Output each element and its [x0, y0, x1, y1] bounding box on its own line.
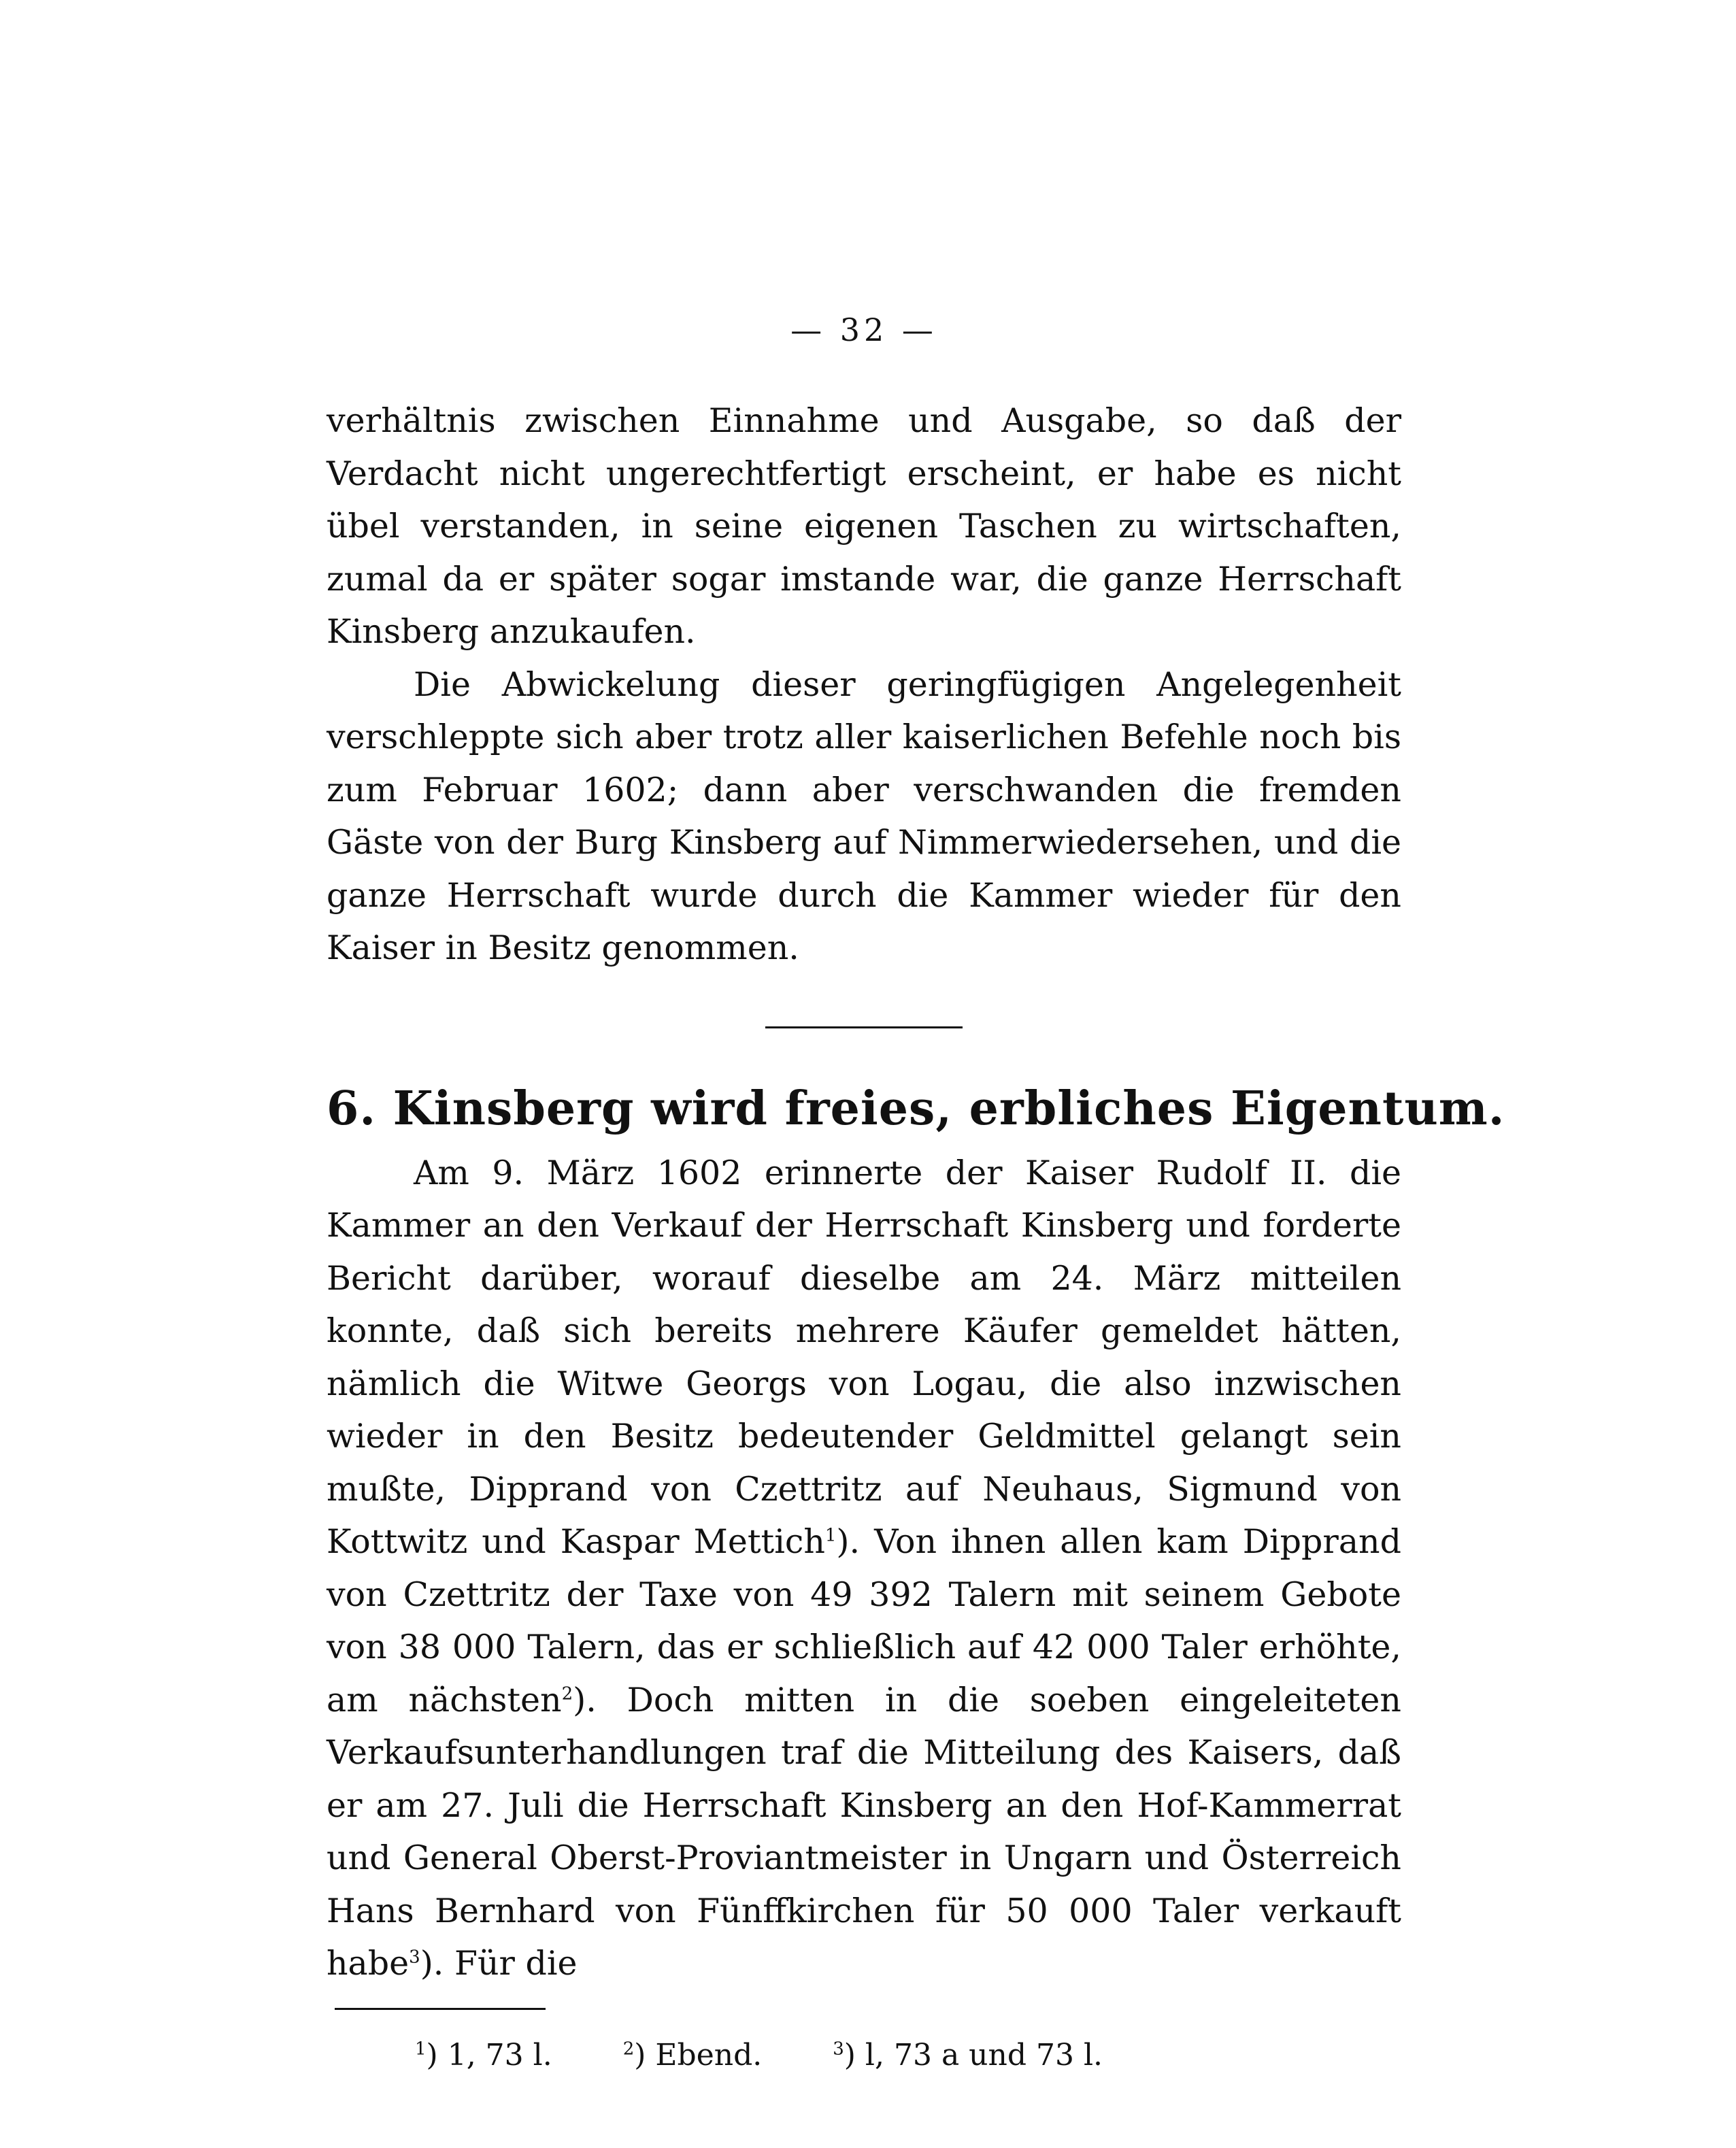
- footnote-text-1: ) 1, 73 l.: [426, 2037, 552, 2073]
- footnote-1: [415, 2032, 552, 2079]
- footnote-ref-2: 2: [561, 1683, 573, 1705]
- page-number: — 32 —: [790, 312, 937, 348]
- footnote-ref-3: 3: [409, 1947, 420, 1968]
- document-page: [327, 299, 1505, 2095]
- footnote-mark-2: 2: [622, 2038, 635, 2059]
- footnote-rule: [335, 2008, 546, 2010]
- paragraph-abwickelung: Die Abwickelung dieser geringfügigen Angelegenheit verschleppte sich aber trotz aller kaiserlichen Befehle noch bis zum Februar 1602; dann aber verschwanden die fremden Gäste von der Burg Kinsberg auf Nimmerwiedersehen, und die ganze Herrschaft wurde durch die Kammer wieder für den Kaiser in Besitz genommen.: [327, 665, 1401, 967]
- footnote-3: [833, 2032, 1103, 2079]
- body-text-part-2: ). Von ihnen allen kam Dipprand von Czettritz der Taxe von 49 392 Talern mit seinem Gebote von 38 000 Talern, das er schließlich auf 42 000 Taler erhöhte, am nächsten: [327, 1522, 1401, 1719]
- section-heading: 6. Kinsberg wird freies, erbliches Eigentum.: [327, 1081, 1505, 1136]
- footnote-mark-3: 3: [833, 2038, 844, 2059]
- body-text-part-1: Am 9. März 1602 erinnerte der Kaiser Rudolf II. die Kammer an den Verkauf der Herrschaft Kinsberg und forderte Bericht darüber, worauf dieselbe am 24. März mitteilen konnte, daß sich bereits mehrere Käufer gemeldet hätten, nämlich die Witwe Georgs von Logau, die also inzwischen wieder in den Besitz bedeutender Geldmittel gelangt sein mußte, Dipprand von Czettritz auf Neuhaus, Sigmund von Kottwitz und Kaspar Mettich: [327, 1153, 1401, 1561]
- section-body-paragraph: [327, 1147, 1401, 1990]
- paragraph-continuation: verhältnis zwischen Einnahme und Ausgabe, so daß der Verdacht nicht ungerechtfertigt erscheint, er habe es nicht übel verstanden, in seine eigenen Taschen zu wirtschaften, zumal da er später sogar imstande war, die ganze Herrschaft Kinsberg anzukaufen.: [327, 401, 1401, 651]
- footnote-ref-1: 1: [824, 1525, 837, 1546]
- section-separator: [765, 1026, 963, 1028]
- footnote-text-3: ) l, 73 a und 73 l.: [844, 2037, 1103, 2073]
- footnote-2: [623, 2032, 763, 2079]
- footnote-text-2: ) Ebend.: [634, 2037, 763, 2073]
- footnote-mark-1: 1: [415, 2038, 427, 2059]
- body-text-part-3: ). Doch mitten in die soeben eingeleiteten Verkaufsunterhandlungen traf die Mitteilung des Kaisers, daß er am 27. Juli die Herrschaft Kinsberg an den Hof-Kammerrat und General Oberst-Proviantmeister in Ungarn und Österreich Hans Bernhard von Fünffkirchen für 50 000 Taler verkauft habe: [327, 1680, 1401, 1983]
- footnotes: [327, 2032, 1401, 2079]
- body-text-part-4: ). Für die: [420, 1944, 578, 1983]
